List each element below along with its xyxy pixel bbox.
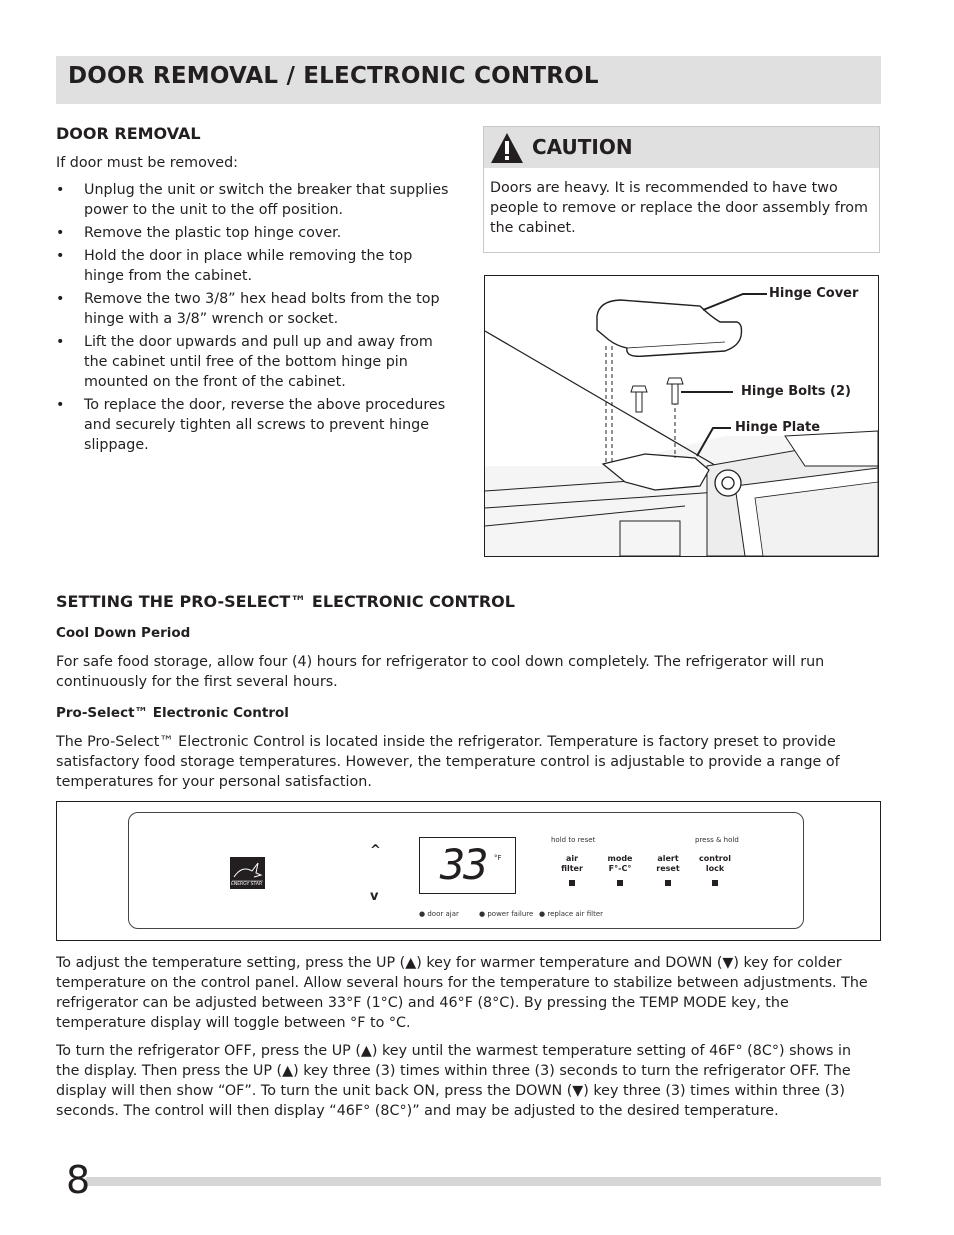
up-key[interactable]: ^ (370, 843, 381, 858)
list-item: • Remove the two 3/8” hex head bolts from the top hinge with a 3/8” wrench or socket. (56, 289, 456, 329)
list-item: • Lift the door upwards and pull up and away from the cabinet until free of the bottom hinge pin mounted on the front of the cabinet. (56, 332, 456, 392)
control-text: The Pro-Select™ Electronic Control is located inside the refrigerator. Temperature is factory preset to provide satisfactory food storage temperatures. However, the temperature control is adjustable to provide a range of temperatures for your personal satisfaction. (56, 734, 840, 790)
control-title: Pro-Select™ Electronic Control (56, 705, 289, 721)
list-item: • To replace the door, reverse the above procedures and securely tighten all screws to prevent hinge slippage. (56, 395, 456, 455)
hinge-bolts-label: Hinge Bolts (2) (741, 384, 851, 399)
page-title: DOOR REMOVAL / ELECTRONIC CONTROL (68, 63, 599, 89)
door-removal-intro: If door must be removed: (56, 155, 238, 171)
warning-triangle-icon (490, 132, 524, 164)
list-item: • Unplug the unit or switch the breaker that supplies power to the unit to the off position. (56, 180, 456, 220)
press-hold-label: press & hold (695, 836, 739, 844)
door-removal-title: DOOR REMOVAL (56, 124, 201, 143)
caution-header (484, 127, 879, 168)
list-item: • Hold the door in place while removing the top hinge from the cabinet. (56, 246, 456, 286)
hinge-illustration (485, 276, 878, 556)
alert-reset-key-label: alert reset (656, 854, 680, 873)
down-key[interactable]: v (370, 889, 379, 904)
door-ajar-indicator: ● door ajar (419, 910, 459, 918)
mode-key[interactable] (617, 880, 623, 886)
control-lock-key-label: control lock (699, 854, 731, 873)
hinge-cover-label: Hinge Cover (769, 286, 859, 301)
alert-reset-key[interactable] (665, 880, 671, 886)
hold-to-reset-label: hold to reset (551, 836, 596, 844)
caution-label: CAUTION (532, 135, 633, 159)
off-instructions: To turn the refrigerator OFF, press the UP (▲) key until the warmest temperature setting of 46F° (8C°) shows in the display. Then press the UP (▲) key three (3) times within three (3) seconds to turn the refrigerator OFF. The display will then show “OF”. To turn the unit back ON, press the DOWN (▼) key three (3) times within three (3) seconds. The control will then display “46F° (8C°)” and may be adjusted to the desired temperature. (56, 1043, 852, 1119)
air-filter-key-label: air filter (561, 854, 583, 873)
caution-box (483, 126, 880, 253)
display-unit: °F (494, 854, 502, 862)
control-lock-key[interactable] (712, 880, 718, 886)
control-panel-figure (56, 801, 881, 941)
cool-down-title: Cool Down Period (56, 625, 191, 641)
air-filter-key[interactable] (569, 880, 575, 886)
list-item: • Remove the plastic top hinge cover. (56, 223, 456, 243)
display-value: 33 (440, 840, 487, 889)
footer-bar (86, 1177, 881, 1186)
temperature-display (419, 837, 516, 894)
mode-key-label: mode F°-C° (607, 854, 633, 873)
pro-select-title: SETTING THE PRO-SELECT™ ELECTRONIC CONTROL (56, 592, 515, 611)
header-bar (56, 56, 881, 104)
adjust-instructions: To adjust the temperature setting, press the UP (▲) key for warmer temperature and DOWN (▼) key for colder temperature on the control panel. Allow several hours for the temperature to stabilize between adjustments. The refrigerator can be adjusted between 33°F (1°C) and 46°F (8°C). By pressing the TEMP MODE key, the temperature display will toggle between °F to °C. (56, 955, 868, 1031)
hinge-plate-label: Hinge Plate (735, 420, 821, 435)
page-number: 8 (66, 1158, 91, 1202)
door-removal-steps (56, 180, 456, 458)
hinge-diagram (484, 275, 879, 557)
cool-down-text: For safe food storage, allow four (4) hours for refrigerator to cool down completely. The refrigerator will run continuously for the first several hours. (56, 654, 825, 690)
caution-text: Doors are heavy. It is recommended to have two people to remove or replace the door assembly from the cabinet. (490, 180, 868, 236)
replace-air-filter-indicator: ● replace air filter (539, 910, 604, 918)
power-failure-indicator: ● power failure (479, 910, 534, 918)
energy-star-text: ENERGY STAR (231, 882, 263, 887)
control-panel (128, 812, 804, 929)
